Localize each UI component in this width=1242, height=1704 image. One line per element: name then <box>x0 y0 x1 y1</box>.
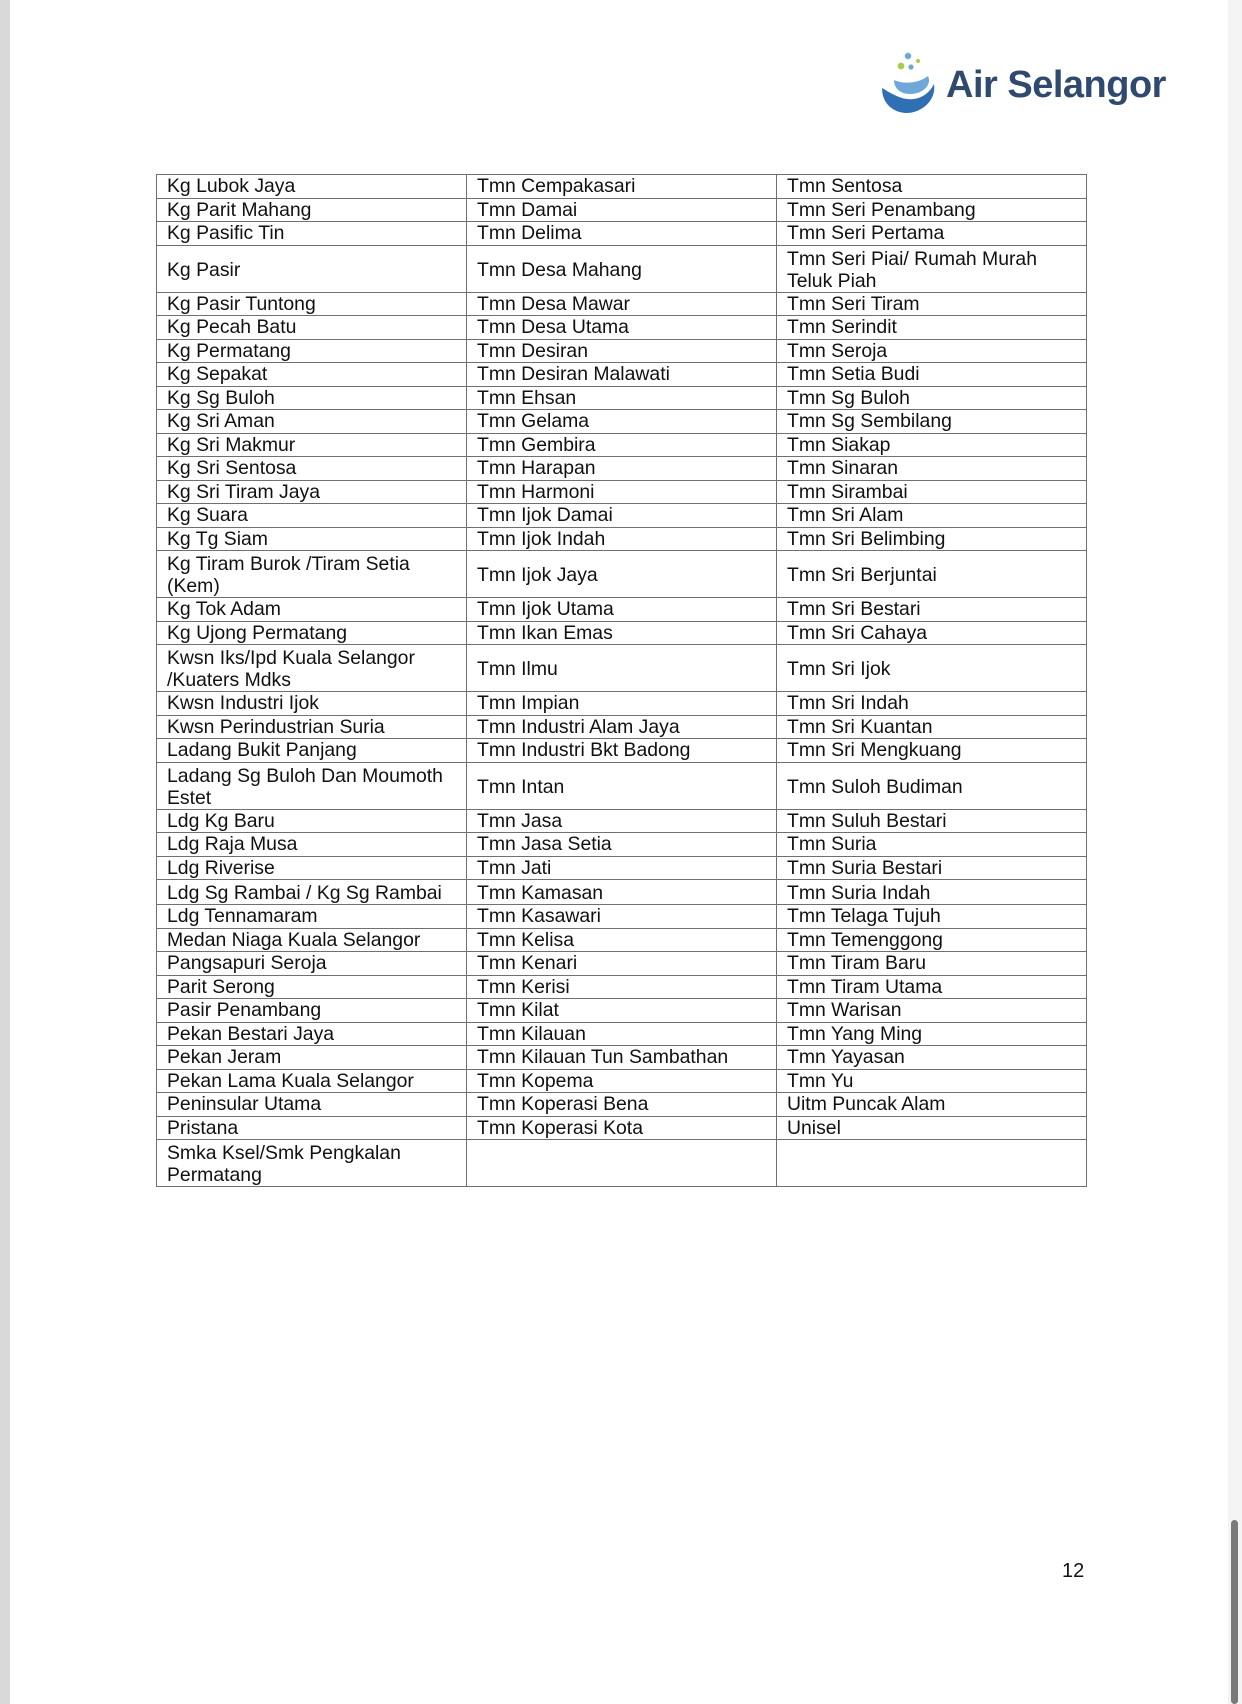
table-cell: Tmn Tiram Baru <box>777 952 1087 976</box>
water-drop-logo-icon <box>878 50 940 120</box>
table-row <box>157 480 1087 504</box>
table-cell: Pristana <box>157 1116 467 1140</box>
table-row <box>157 715 1087 739</box>
table-body <box>157 175 1087 1187</box>
table-cell: Tmn Kenari <box>467 952 777 976</box>
table-cell: Tmn Yang Ming <box>777 1022 1087 1046</box>
table-cell: Tmn Kilat <box>467 999 777 1023</box>
table-cell: Kg Tg Siam <box>157 527 467 551</box>
table-cell: Tmn Serindit <box>777 316 1087 340</box>
table-row <box>157 433 1087 457</box>
table-row <box>157 245 1087 292</box>
table-cell: Tmn Seri Piai/ Rumah Murah Teluk Piah <box>777 245 1087 292</box>
table-cell: Kg Sri Tiram Jaya <box>157 480 467 504</box>
table-cell: Ladang Bukit Panjang <box>157 739 467 763</box>
table-cell: Ladang Sg Buloh Dan Moumoth Estet <box>157 762 467 809</box>
table-cell: Tmn Sg Sembilang <box>777 410 1087 434</box>
table-row <box>157 457 1087 481</box>
table-cell: Tmn Seroja <box>777 339 1087 363</box>
table-cell: Parit Serong <box>157 975 467 999</box>
table-cell: Tmn Jati <box>467 856 777 880</box>
page-number: 12 <box>1062 1560 1085 1582</box>
table-cell: Tmn Sri Mengkuang <box>777 739 1087 763</box>
table-cell: Tmn Suria Bestari <box>777 856 1087 880</box>
table-row <box>157 386 1087 410</box>
table-cell: Tmn Sg Buloh <box>777 386 1087 410</box>
table-row <box>157 316 1087 340</box>
table-cell: Medan Niaga Kuala Selangor <box>157 928 467 952</box>
table-cell: Ldg Kg Baru <box>157 809 467 833</box>
table-cell: Tmn Yu <box>777 1069 1087 1093</box>
table-cell: Tmn Suria Indah <box>777 880 1087 905</box>
table-row <box>157 880 1087 905</box>
table-row <box>157 1116 1087 1140</box>
table-row <box>157 621 1087 645</box>
table-cell: Tmn Ikan Emas <box>467 621 777 645</box>
table-cell: Kg Sg Buloh <box>157 386 467 410</box>
table-cell: Tmn Gembira <box>467 433 777 457</box>
table-cell: Tmn Kasawari <box>467 905 777 929</box>
table-cell: Uitm Puncak Alam <box>777 1093 1087 1117</box>
table-cell: Tmn Seri Tiram <box>777 292 1087 316</box>
table-cell: Kwsn Industri Ijok <box>157 692 467 716</box>
scrollbar[interactable] <box>1228 0 1242 1704</box>
table-cell: Tmn Kilauan <box>467 1022 777 1046</box>
table-row <box>157 175 1087 199</box>
table-cell: Tmn Sri Kuantan <box>777 715 1087 739</box>
table-cell: Tmn Ijok Indah <box>467 527 777 551</box>
table-row <box>157 692 1087 716</box>
table-row <box>157 551 1087 598</box>
table-cell: Kg Pasific Tin <box>157 222 467 246</box>
table-cell: Tmn Gelama <box>467 410 777 434</box>
table-cell: Tmn Suria <box>777 833 1087 857</box>
table-cell: Tmn Jasa Setia <box>467 833 777 857</box>
table-row <box>157 363 1087 387</box>
table-cell: Tmn Tiram Utama <box>777 975 1087 999</box>
table-cell: Kg Pasir Tuntong <box>157 292 467 316</box>
table-cell: Kg Sri Makmur <box>157 433 467 457</box>
table-cell: Tmn Damai <box>467 198 777 222</box>
table-cell: Peninsular Utama <box>157 1093 467 1117</box>
table-cell: Tmn Ijok Jaya <box>467 551 777 598</box>
table-cell: Tmn Sri Indah <box>777 692 1087 716</box>
table-cell: Kg Pasir <box>157 245 467 292</box>
table-cell: Tmn Delima <box>467 222 777 246</box>
table-row <box>157 598 1087 622</box>
table-cell: Tmn Ehsan <box>467 386 777 410</box>
table-cell: Ldg Tennamaram <box>157 905 467 929</box>
table-cell: Kg Sepakat <box>157 363 467 387</box>
table-cell: Tmn Industri Alam Jaya <box>467 715 777 739</box>
table-cell: Tmn Kopema <box>467 1069 777 1093</box>
table-cell: Tmn Desa Mawar <box>467 292 777 316</box>
table-cell: Tmn Sinaran <box>777 457 1087 481</box>
table-cell: Tmn Desiran <box>467 339 777 363</box>
table-cell: Tmn Koperasi Kota <box>467 1116 777 1140</box>
table-cell: Tmn Cempakasari <box>467 175 777 199</box>
table-cell: Tmn Seri Penambang <box>777 198 1087 222</box>
table-row <box>157 1069 1087 1093</box>
table-cell: Ldg Raja Musa <box>157 833 467 857</box>
table-cell: Tmn Kamasan <box>467 880 777 905</box>
table-cell: Tmn Koperasi Bena <box>467 1093 777 1117</box>
table-cell: Tmn Desa Utama <box>467 316 777 340</box>
table-cell: Tmn Harmoni <box>467 480 777 504</box>
table-row <box>157 928 1087 952</box>
table-cell: Kwsn Iks/Ipd Kuala Selangor /Kuaters Mdks <box>157 645 467 692</box>
table-cell: Kg Pecah Batu <box>157 316 467 340</box>
table-row <box>157 952 1087 976</box>
table-cell: Tmn Kerisi <box>467 975 777 999</box>
table-cell: Tmn Ijok Damai <box>467 504 777 528</box>
table-cell: Tmn Yayasan <box>777 1046 1087 1070</box>
scrollbar-thumb[interactable] <box>1231 1520 1238 1704</box>
table-cell: Tmn Suloh Budiman <box>777 762 1087 809</box>
table-cell: Tmn Suluh Bestari <box>777 809 1087 833</box>
table-cell: Kg Tiram Burok /Tiram Setia (Kem) <box>157 551 467 598</box>
table-row <box>157 809 1087 833</box>
table-cell: Tmn Seri Pertama <box>777 222 1087 246</box>
table-cell: Tmn Siakap <box>777 433 1087 457</box>
table-row <box>157 527 1087 551</box>
table-cell: Kg Sri Aman <box>157 410 467 434</box>
table-cell: Tmn Sirambai <box>777 480 1087 504</box>
table-cell: Tmn Sri Cahaya <box>777 621 1087 645</box>
table-row <box>157 292 1087 316</box>
brand-name: Air Selangor <box>946 63 1166 106</box>
table-cell <box>467 1140 777 1187</box>
table-cell: Tmn Sri Belimbing <box>777 527 1087 551</box>
table-cell: Kg Lubok Jaya <box>157 175 467 199</box>
table-row <box>157 198 1087 222</box>
table-cell: Tmn Telaga Tujuh <box>777 905 1087 929</box>
table-row <box>157 975 1087 999</box>
table-cell: Tmn Temenggong <box>777 928 1087 952</box>
table-row <box>157 856 1087 880</box>
table-cell: Kg Ujong Permatang <box>157 621 467 645</box>
table-row <box>157 739 1087 763</box>
table-cell: Kg Sri Sentosa <box>157 457 467 481</box>
table-row <box>157 1140 1087 1187</box>
table-cell: Tmn Jasa <box>467 809 777 833</box>
air-selangor-logo <box>878 50 1178 120</box>
table-cell: Kwsn Perindustrian Suria <box>157 715 467 739</box>
table-cell: Tmn Intan <box>467 762 777 809</box>
table-row <box>157 504 1087 528</box>
table-cell: Tmn Kilauan Tun Sambathan <box>467 1046 777 1070</box>
table-row <box>157 339 1087 363</box>
table-row <box>157 905 1087 929</box>
table-row <box>157 222 1087 246</box>
area-list-table <box>156 174 1087 1187</box>
table-row <box>157 999 1087 1023</box>
table-cell: Ldg Sg Rambai / Kg Sg Rambai <box>157 880 467 905</box>
table-cell: Tmn Industri Bkt Badong <box>467 739 777 763</box>
table-row <box>157 833 1087 857</box>
table-cell: Tmn Impian <box>467 692 777 716</box>
table-row <box>157 1093 1087 1117</box>
table-cell: Tmn Warisan <box>777 999 1087 1023</box>
table-cell: Tmn Kelisa <box>467 928 777 952</box>
table-cell: Kg Permatang <box>157 339 467 363</box>
table-row <box>157 645 1087 692</box>
table-cell: Tmn Desiran Malawati <box>467 363 777 387</box>
table-cell: Tmn Sri Ijok <box>777 645 1087 692</box>
table-cell: Tmn Sentosa <box>777 175 1087 199</box>
table-cell: Tmn Sri Bestari <box>777 598 1087 622</box>
table-cell: Tmn Ilmu <box>467 645 777 692</box>
table-cell: Smka Ksel/Smk Pengkalan Permatang <box>157 1140 467 1187</box>
table-cell: Pekan Jeram <box>157 1046 467 1070</box>
table-cell: Ldg Riverise <box>157 856 467 880</box>
table-cell: Unisel <box>777 1116 1087 1140</box>
table-cell: Pekan Bestari Jaya <box>157 1022 467 1046</box>
table-cell <box>777 1140 1087 1187</box>
table-row <box>157 762 1087 809</box>
table-cell: Kg Tok Adam <box>157 598 467 622</box>
table-cell: Tmn Harapan <box>467 457 777 481</box>
table-cell: Tmn Sri Alam <box>777 504 1087 528</box>
table-row <box>157 1022 1087 1046</box>
table-row <box>157 1046 1087 1070</box>
table-cell: Tmn Setia Budi <box>777 363 1087 387</box>
table-cell: Kg Suara <box>157 504 467 528</box>
table-cell: Kg Parit Mahang <box>157 198 467 222</box>
table-cell: Pekan Lama Kuala Selangor <box>157 1069 467 1093</box>
table-cell: Pangsapuri Seroja <box>157 952 467 976</box>
table-cell: Tmn Sri Berjuntai <box>777 551 1087 598</box>
table-cell: Pasir Penambang <box>157 999 467 1023</box>
table-row <box>157 410 1087 434</box>
table-cell: Tmn Ijok Utama <box>467 598 777 622</box>
table-cell: Tmn Desa Mahang <box>467 245 777 292</box>
